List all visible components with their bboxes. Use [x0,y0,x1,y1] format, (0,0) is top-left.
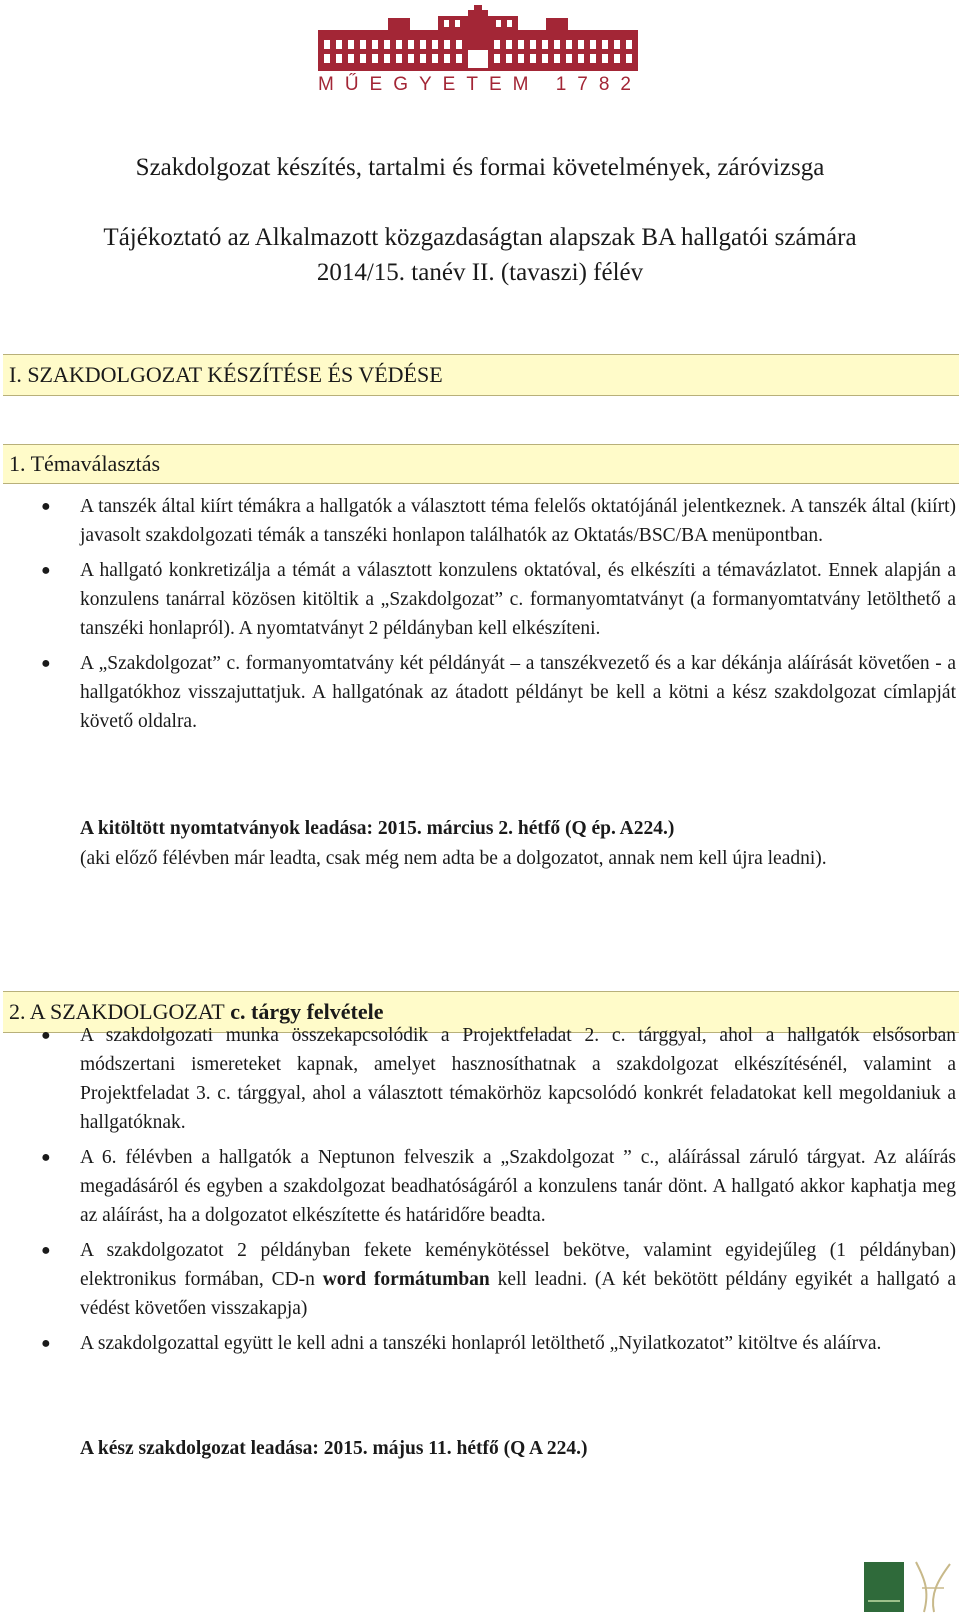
list-item [41,649,956,736]
list-item-text: A hallgató konkretizálja a témát a választott konzulens oktatóval, és elkészíti a témavázlatot. Ennek alapján a konzulens tanárral közösen kitöltik a „Szakdolgozat” c. formanyomtatványt (a formanyomtatvány letölthető a tanszéki honlapról). A nyomtatványt 2 példányban kell elkészíteni. [80,560,956,639]
bullet-icon: ● [41,655,51,672]
list-item-text: A tanszék által kiírt témákra a hallgatók a választott téma felelős oktatójánál jelentkeznek. A tanszék által (kiírt) javasolt szakdolgozati témák a tanszéki honlapon találhatók az Oktatás/BSC/BA menüpontban. [80,496,956,546]
form-deadline: A kitöltött nyomtatványok leadása: 2015. március 2. hétfő (Q ép. A224.) [80,818,675,839]
subtitle-line-2: 2014/15. tanév II. (tavaszi) félév [316,259,644,286]
subsection-heading-topic: 1. Témaválasztás [3,444,959,484]
logo-text: MŰEGYETEM 1782 [318,74,642,95]
section-heading-2-part2: c. tárgy felvétele [224,999,384,1024]
bullet-icon: ● [41,1027,51,1044]
list-item-text: A „Szakdolgozat” c. formanyomtatvány két példányát – a tanszékvezető és a kar dékánja aláírását követően - a hallgatókhoz visszajuttatjuk. A hallgatónak az átadott példányt be kell a kötni a kész szakdolgozat címlapját követő oldalra. [80,653,956,732]
section-heading-1: I. SZAKDOLGOZAT KÉSZÍTÉSE ÉS VÉDÉSE [3,354,959,396]
bullet-icon: ● [41,498,51,515]
list-item-text: A szakdolgozattal együtt le kell adni a tanszéki honlapról letölthető „Nyilatkozatot” kitöltve és aláírva. [80,1333,882,1354]
list-item-text: A 6. félévben a hallgatók a Neptunon felveszik a „Szakdolgozat ” c., aláírással záruló tárgyat. Az aláírás megadásáról és egyben a szakdolgozat beadhatóságáról a konzulens tanár dönt. A hallgató akkor kaphatja meg az aláírást, ha a dolgozatot elkészítette és határidőre beadta. [80,1147,956,1226]
list-item-text-post: kell leadni. (A két bekötött példány egyikét a hallgató a védést követően visszakapja) [80,1269,956,1319]
bullet-icon: ● [41,1335,51,1352]
form-deadline-note: (aki előző félévben már leadta, csak még nem adta be a dolgozatot, annak nem kell újra leadni). [80,848,827,869]
list-item [41,1143,956,1230]
list-item [41,1021,956,1137]
list-item [41,1329,956,1358]
list-item-text: A szakdolgozati munka összekapcsolódik a Projektfeladat 2. c. tárggyal, ahol a hallgatók elsősorban módszertani ismereteket kapnak, amelyet hasznosíthatnak a szakdolgozat elkészítésénél, valamint a Projektfeladat 3. c. tárggyal, ahol a választott témakörhöz kapcsolódó konkrét feladatokat kell megoldaniuk a hallgatóknak. [80,1025,956,1133]
list-item-text-pre: A szakdolgozatot 2 példányban fekete keménykötéssel bekötve, valamint egyidejűleg (1 példányban) elektronikus formában, CD-n [80,1240,956,1290]
bullet-icon: ● [41,1149,51,1166]
final-deadline: A kész szakdolgozat leadása: 2015. május 11. hétfő (Q A 224.) [80,1438,588,1459]
section-heading-2-part1: 2. A SZAKDOLGOZAT [9,999,225,1024]
document-subtitle [0,220,960,290]
topic-bullet-list [41,492,956,742]
bullet-icon: ● [41,1242,51,1259]
bullet-icon: ● [41,562,51,579]
list-item [41,1236,956,1323]
department-logo-icon [864,1558,954,1616]
subtitle-line-1: Tájékoztató az Alkalmazott közgazdaságtan alapszak BA hallgatói számára [103,224,857,251]
document-title: Szakdolgozat készítés, tartalmi és formai követelmények, záróvizsga [135,154,825,181]
list-item [41,492,956,550]
list-item-text-bold: word formátumban [322,1269,490,1290]
list-item [41,556,956,643]
list-item-text [80,1240,956,1319]
course-bullet-list [41,1021,956,1364]
